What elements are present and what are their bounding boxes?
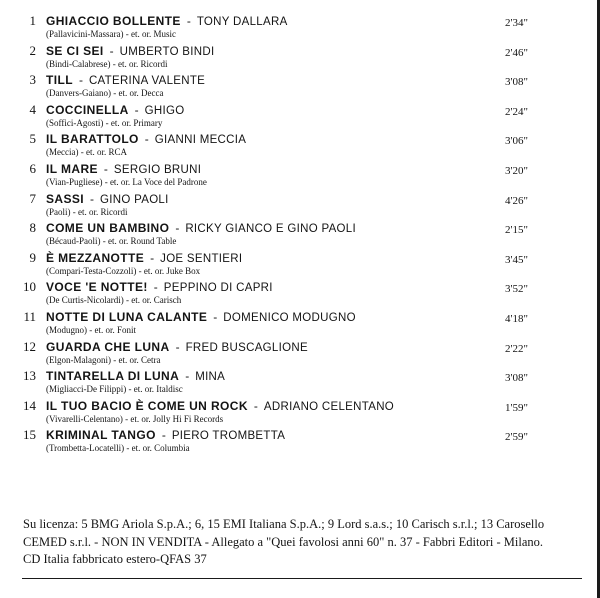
track-heading bbox=[46, 191, 169, 207]
track-row bbox=[0, 365, 600, 395]
track-artist: SERGIO BRUNI bbox=[113, 163, 202, 176]
track-row bbox=[0, 217, 600, 247]
track-number: 7 bbox=[29, 190, 36, 206]
track-number: 10 bbox=[23, 279, 36, 295]
track-credits: (De Curtis-Nicolardi) - et. or. Carisch bbox=[46, 295, 182, 306]
track-row bbox=[0, 69, 600, 99]
track-title: TILL bbox=[46, 73, 73, 88]
track-title: COME UN BAMBINO bbox=[46, 221, 170, 236]
track-artist: FRED BUSCAGLIONE bbox=[185, 341, 308, 354]
track-heading bbox=[46, 427, 285, 443]
track-number: 13 bbox=[23, 368, 36, 384]
track-title: TINTARELLA DI LUNA bbox=[46, 369, 180, 384]
track-duration: 2'46" bbox=[505, 46, 528, 59]
track-row bbox=[0, 10, 600, 40]
separator: - bbox=[153, 280, 158, 295]
separator: - bbox=[175, 221, 180, 236]
track-title: IL TUO BACIO È COME UN ROCK bbox=[46, 398, 248, 413]
track-heading bbox=[46, 279, 273, 295]
track-duration: 3'52" bbox=[505, 283, 528, 296]
track-artist: GHIGO bbox=[144, 104, 185, 117]
separator: - bbox=[78, 73, 83, 88]
track-number: 5 bbox=[29, 131, 36, 147]
track-artist: TONY DALLARA bbox=[196, 16, 288, 28]
track-duration: 2'15" bbox=[505, 224, 528, 237]
track-title: SE CI SEI bbox=[46, 43, 104, 58]
track-title: È MEZZANOTTE bbox=[46, 250, 145, 265]
track-heading bbox=[46, 250, 242, 266]
track-heading bbox=[46, 161, 201, 177]
track-credits: (Migliacci-De Filippi) - et. or. Italdisc bbox=[46, 384, 183, 395]
track-number: 6 bbox=[29, 160, 36, 176]
separator: - bbox=[150, 250, 155, 265]
track-credits: (Elgon-Malagoni) - et. or. Cetra bbox=[46, 354, 161, 365]
track-duration: 1'59" bbox=[505, 401, 528, 414]
track-row bbox=[0, 158, 600, 188]
track-credits: (Vian-Pugliese) - et. or. La Voce del Padrone bbox=[46, 176, 207, 187]
separator: - bbox=[185, 369, 190, 384]
track-title: COCCINELLA bbox=[46, 102, 129, 117]
track-heading bbox=[46, 339, 308, 355]
track-title: KRIMINAL TANGO bbox=[46, 428, 156, 443]
track-heading bbox=[46, 131, 246, 147]
track-number: 2 bbox=[29, 42, 36, 58]
track-credits: (Trombetta-Locatelli) - et. or. Columbia bbox=[46, 443, 190, 454]
track-row bbox=[0, 336, 600, 366]
bottom-rule bbox=[22, 578, 582, 579]
separator: - bbox=[253, 398, 258, 413]
track-heading bbox=[46, 368, 225, 384]
track-artist: PEPPINO DI CAPRI bbox=[163, 282, 273, 295]
track-row bbox=[0, 128, 600, 158]
separator: - bbox=[144, 132, 149, 147]
footer-line: CD Italia fabbricato estero-QFAS 37 bbox=[23, 552, 207, 566]
separator: - bbox=[103, 161, 108, 176]
track-title: GUARDA CHE LUNA bbox=[46, 339, 170, 354]
track-title: VOCE 'E NOTTE! bbox=[46, 280, 148, 295]
separator: - bbox=[175, 339, 180, 354]
track-title: GHIACCIO BOLLENTE bbox=[46, 14, 181, 28]
track-title: IL BARATTOLO bbox=[46, 132, 139, 147]
track-artist: CATERINA VALENTE bbox=[88, 75, 206, 88]
track-row bbox=[0, 188, 600, 218]
track-heading bbox=[46, 102, 185, 118]
track-heading bbox=[46, 220, 356, 236]
track-row bbox=[0, 306, 600, 336]
track-title: NOTTE DI LUNA CALANTE bbox=[46, 309, 208, 324]
track-number: 12 bbox=[23, 338, 36, 354]
track-heading bbox=[46, 72, 205, 88]
footer-line: Su licenza: 5 BMG Ariola S.p.A.; 6, 15 EMI Italiana S.p.A.; 9 Lord s.a.s.; 10 Carisch s.r.l.; 13 Carosello bbox=[23, 517, 545, 531]
track-artist: JOE SENTIERI bbox=[160, 252, 243, 265]
track-duration: 2'59" bbox=[505, 431, 528, 444]
track-credits: (Danvers-Gaiano) - et. or. Decca bbox=[46, 88, 164, 99]
track-duration: 3'08" bbox=[505, 76, 528, 89]
track-duration: 4'26" bbox=[505, 194, 528, 207]
track-artist: DOMENICO MODUGNO bbox=[223, 311, 356, 324]
track-artist: RICKY GIANCO E GINO PAOLI bbox=[185, 223, 356, 236]
track-number: 9 bbox=[29, 249, 36, 265]
separator: - bbox=[186, 14, 191, 28]
track-duration: 3'45" bbox=[505, 253, 528, 266]
track-duration: 4'18" bbox=[505, 312, 528, 325]
track-row bbox=[0, 40, 600, 70]
footer-line: CEMED s.r.l. - NON IN VENDITA - Allegato a "Quei favolosi anni 60" n. 37 - Fabbri Editori - Milano. bbox=[23, 534, 544, 549]
track-row bbox=[0, 424, 600, 454]
track-heading bbox=[46, 43, 214, 59]
separator: - bbox=[90, 191, 95, 206]
track-number: 4 bbox=[29, 101, 36, 117]
track-duration: 3'20" bbox=[505, 164, 528, 177]
track-duration: 2'34" bbox=[505, 17, 528, 29]
track-title: SASSI bbox=[46, 191, 85, 206]
track-credits: (Compari-Testa-Cozzoli) - et. or. Juke Box bbox=[46, 265, 201, 276]
track-row bbox=[0, 247, 600, 277]
separator: - bbox=[134, 102, 139, 117]
separator: - bbox=[161, 428, 166, 443]
track-credits: (Vivarelli-Celentano) - et. or. Jolly Hi Fi Records bbox=[46, 413, 224, 424]
track-duration: 2'22" bbox=[505, 342, 528, 355]
track-credits: (Meccia) - et. or. RCA bbox=[46, 147, 127, 158]
track-artist: GINO PAOLI bbox=[100, 193, 169, 206]
track-heading bbox=[46, 398, 394, 414]
track-artist: ADRIANO CELENTANO bbox=[263, 400, 395, 413]
track-number: 1 bbox=[29, 13, 36, 28]
track-credits: (Modugno) - et. or. Fonit bbox=[46, 324, 136, 335]
track-row bbox=[0, 395, 600, 425]
track-credits: (Bindi-Calabrese) - et. or. Ricordi bbox=[46, 58, 168, 69]
tracklist bbox=[0, 10, 600, 454]
track-credits: (Paoli) - et. or. Ricordi bbox=[46, 206, 128, 217]
track-number: 15 bbox=[23, 427, 36, 443]
separator: - bbox=[213, 309, 218, 324]
track-credits: (Soffici-Agosti) - et. or. Primary bbox=[46, 117, 163, 128]
track-row bbox=[0, 276, 600, 306]
license-footer bbox=[23, 516, 583, 569]
track-heading bbox=[46, 13, 288, 29]
track-duration: 3'06" bbox=[505, 135, 528, 148]
track-credits: (Pallavicini-Massara) - et. or. Music bbox=[46, 29, 176, 39]
track-number: 11 bbox=[23, 308, 36, 324]
track-artist: MINA bbox=[195, 371, 226, 384]
track-title: IL MARE bbox=[46, 161, 98, 176]
track-artist: PIERO TROMBETTA bbox=[171, 430, 286, 443]
separator: - bbox=[109, 43, 114, 58]
track-duration: 3'08" bbox=[505, 372, 528, 385]
track-number: 14 bbox=[23, 397, 36, 413]
track-artist: UMBERTO BINDI bbox=[119, 45, 215, 58]
track-number: 8 bbox=[29, 220, 36, 236]
track-credits: (Bécaud-Paoli) - et. or. Round Table bbox=[46, 236, 177, 247]
track-heading bbox=[46, 309, 356, 325]
track-artist: GIANNI MECCIA bbox=[154, 134, 247, 147]
track-duration: 2'24" bbox=[505, 105, 528, 118]
track-number: 3 bbox=[29, 72, 36, 88]
track-row bbox=[0, 99, 600, 129]
